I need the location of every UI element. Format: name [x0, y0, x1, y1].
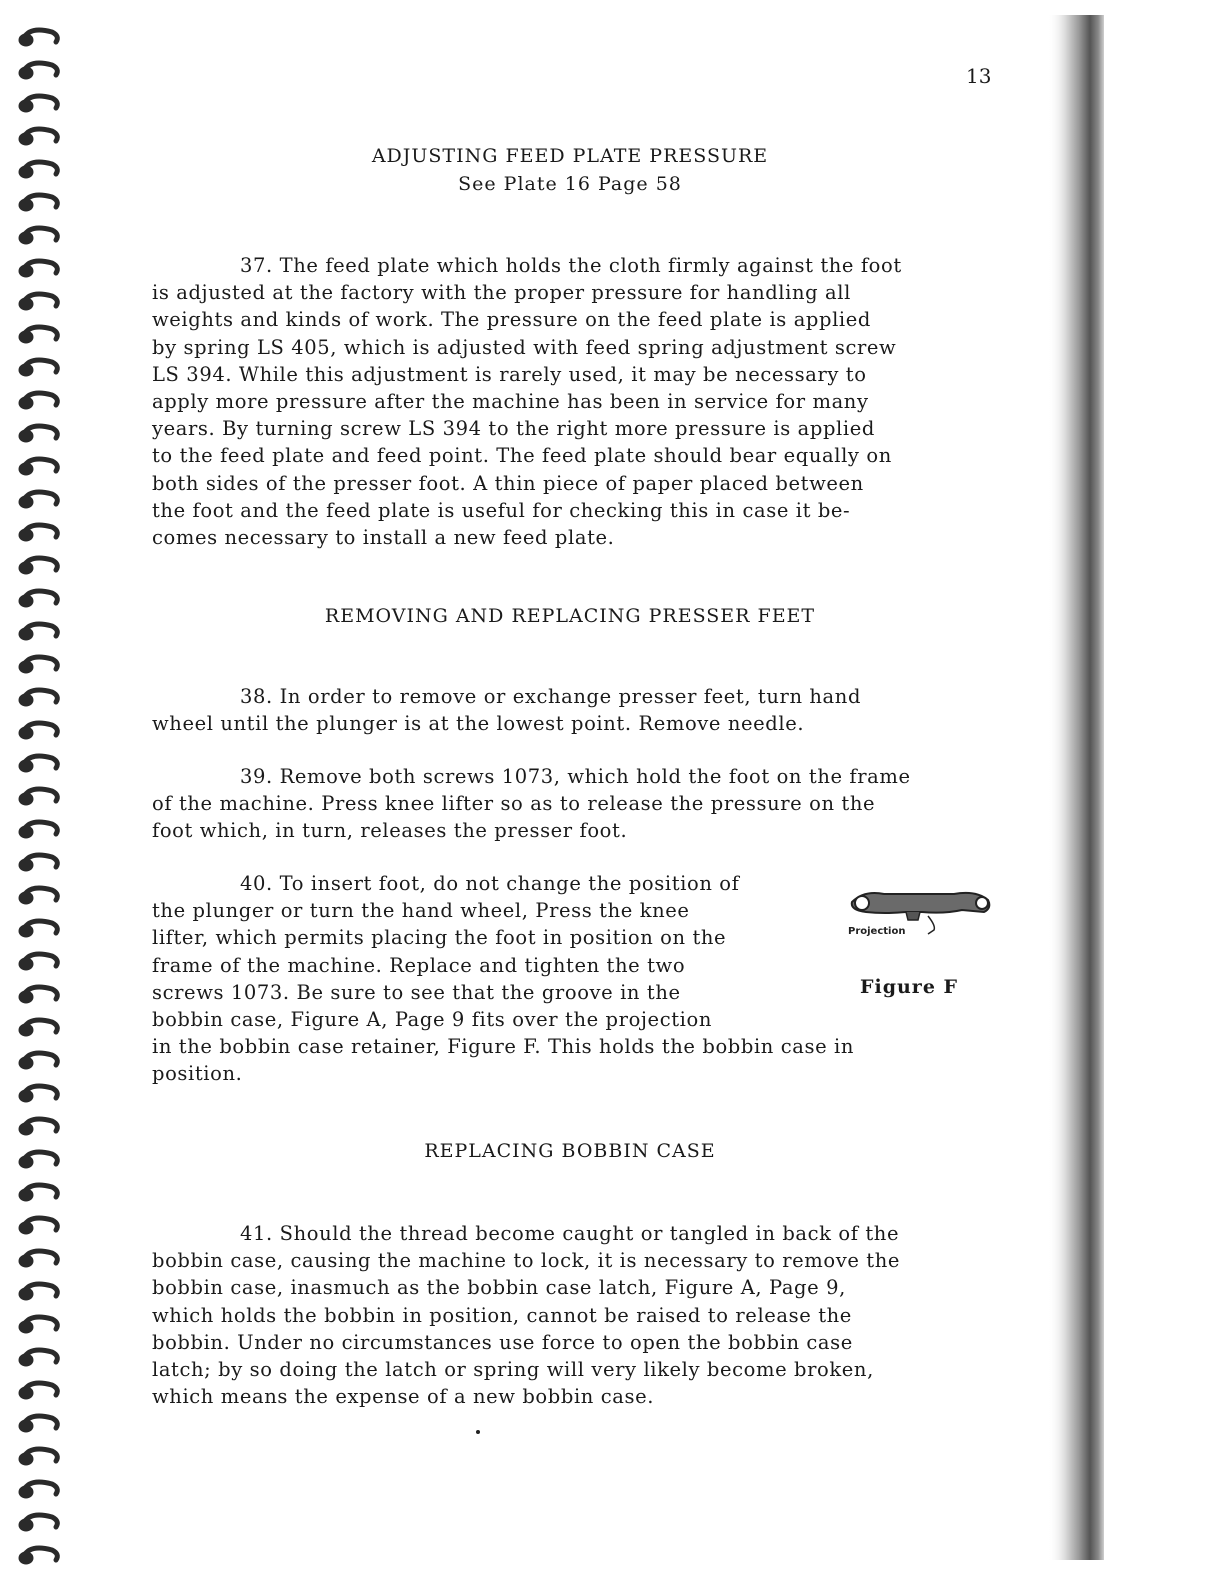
text-line: screws 1073. Be sure to see that the groove in the	[152, 980, 681, 1004]
binding-coil-end	[21, 168, 31, 176]
page-edge-shadow	[1048, 15, 1104, 1560]
text-line: bobbin case, inasmuch as the bobbin case latch, Figure A, Page 9,	[152, 1276, 846, 1300]
text-line: frame of the machine. Replace and tighten the two	[152, 953, 686, 977]
text-line: of the machine. Press knee lifter so as to release the pressure on the	[152, 792, 876, 816]
binding-coil-end	[21, 399, 31, 407]
binding-coil-end	[21, 102, 31, 110]
text-line: lifter, which permits placing the foot in position on the	[152, 926, 727, 950]
binding-coil-end	[21, 1455, 31, 1463]
binding-coil-end	[21, 696, 31, 704]
binding-coil-end	[21, 1059, 31, 1067]
binding-coil-end	[21, 267, 31, 275]
binding-coil-end	[21, 894, 31, 902]
binding-coil-end	[21, 663, 31, 671]
binding-coil-end	[21, 1290, 31, 1298]
text-line: position.	[152, 1062, 243, 1086]
text-line: by spring LS 405, which is adjusted with feed spring adjustment screw	[152, 335, 897, 359]
section-heading-bobbin-case: REPLACING BOBBIN CASE	[424, 1140, 716, 1162]
binding-coil-end	[21, 36, 31, 44]
binding-coil-end	[21, 762, 31, 770]
binding-coil-end	[21, 432, 31, 440]
binding-coil-end	[21, 1356, 31, 1364]
binding-coil-end	[21, 1092, 31, 1100]
binding-coil-end	[21, 201, 31, 209]
binding-coil-end	[21, 531, 31, 539]
text-line: the plunger or turn the hand wheel, Press the knee	[152, 899, 690, 923]
text-line: bobbin. Under no circumstances use force to open the bobbin case	[152, 1330, 853, 1354]
text-line: in the bobbin case retainer, Figure F. This holds the bobbin case in	[152, 1035, 855, 1059]
binding-coil-end	[21, 1224, 31, 1232]
paragraph-40	[152, 870, 854, 1088]
binding-coil-end	[21, 465, 31, 473]
text-line: years. By turning screw LS 394 to the right more pressure is applied	[152, 417, 875, 441]
binding-coil-end	[21, 1389, 31, 1397]
binding-coil-end	[21, 1488, 31, 1496]
spiral-binding	[0, 0, 72, 1584]
binding-coil-end	[21, 927, 31, 935]
text-line: which holds the bobbin in position, cannot be raised to release the	[152, 1303, 852, 1327]
text-line: bobbin case, Figure A, Page 9 fits over the projection	[152, 1008, 712, 1032]
binding-coil-end	[21, 1191, 31, 1199]
figure-label-projection: Projection	[848, 926, 906, 937]
binding-coil-end	[21, 234, 31, 242]
paragraph-37	[152, 252, 902, 551]
text-line: 41. Should the thread become caught or tangled in back of the	[240, 1222, 900, 1245]
figure-caption: Figure F	[860, 976, 959, 998]
binding-coil-end	[21, 333, 31, 341]
text-line: comes necessary to install a new feed plate.	[152, 526, 615, 550]
section-heading-feed-plate: ADJUSTING FEED PLATE PRESSURE	[371, 145, 769, 167]
binding-coil-end	[21, 1422, 31, 1430]
text-line: to the feed plate and feed point. The feed plate should bear equally on	[152, 444, 892, 468]
stray-mark	[476, 1430, 480, 1434]
text-line: 37. The feed plate which holds the cloth firmly against the foot	[240, 254, 902, 277]
text-line: LS 394. While this adjustment is rarely used, it may be necessary to	[152, 362, 867, 386]
binding-coil-end	[21, 300, 31, 308]
text-line: the foot and the feed plate is useful for checking this in case it be-	[152, 498, 851, 522]
binding-coil-end	[21, 1125, 31, 1133]
binding-coil-end	[21, 993, 31, 1001]
binding-coil-end	[21, 69, 31, 77]
text-line: is adjusted at the factory with the proper pressure for handling all	[152, 281, 851, 305]
binding-coil-end	[21, 1257, 31, 1265]
binding-coil-end	[21, 366, 31, 374]
binding-coil-end	[21, 861, 31, 869]
binding-coil-end	[21, 1554, 31, 1562]
paragraph-39	[152, 763, 911, 845]
text-line: 38. In order to remove or exchange presser feet, turn hand	[240, 685, 862, 708]
binding-coil-end	[21, 1323, 31, 1331]
section-subheading-see-plate: See Plate 16 Page 58	[458, 173, 682, 195]
binding-coil-end	[21, 630, 31, 638]
binding-coil-end	[21, 135, 31, 143]
text-line: wheel until the plunger is at the lowest point. Remove needle.	[152, 712, 805, 736]
section-heading-presser-feet: REMOVING AND REPLACING PRESSER FEET	[324, 605, 816, 627]
binding-coil-end	[21, 498, 31, 506]
binding-coil-end	[21, 960, 31, 968]
binding-coil-end	[21, 597, 31, 605]
paragraph-38	[152, 683, 861, 737]
page-number: 13	[966, 64, 992, 88]
text-line: foot which, in turn, releases the presser foot.	[152, 819, 628, 843]
binding-coil-end	[21, 795, 31, 803]
binding-coil-end	[21, 729, 31, 737]
text-line: apply more pressure after the machine has been in service for many	[152, 390, 869, 414]
text-line: 39. Remove both screws 1073, which hold the foot on the frame	[240, 765, 911, 788]
binding-coil-end	[21, 828, 31, 836]
text-line: bobbin case, causing the machine to lock, it is necessary to remove the	[152, 1249, 901, 1273]
text-line: latch; by so doing the latch or spring will very likely become broken,	[152, 1358, 874, 1382]
paragraph-41	[152, 1220, 900, 1410]
binding-coil-end	[21, 1158, 31, 1166]
text-line: weights and kinds of work. The pressure on the feed plate is applied	[152, 308, 871, 332]
bobbin-case-retainer-illustration	[844, 886, 994, 946]
text-line: which means the expense of a new bobbin case.	[152, 1385, 655, 1409]
text-line: 40. To insert foot, do not change the position of	[240, 872, 740, 895]
binding-coil-end	[21, 1026, 31, 1034]
binding-coil-end	[21, 564, 31, 572]
text-line: both sides of the presser foot. A thin piece of paper placed between	[152, 471, 864, 495]
binding-coil-end	[21, 1521, 31, 1529]
